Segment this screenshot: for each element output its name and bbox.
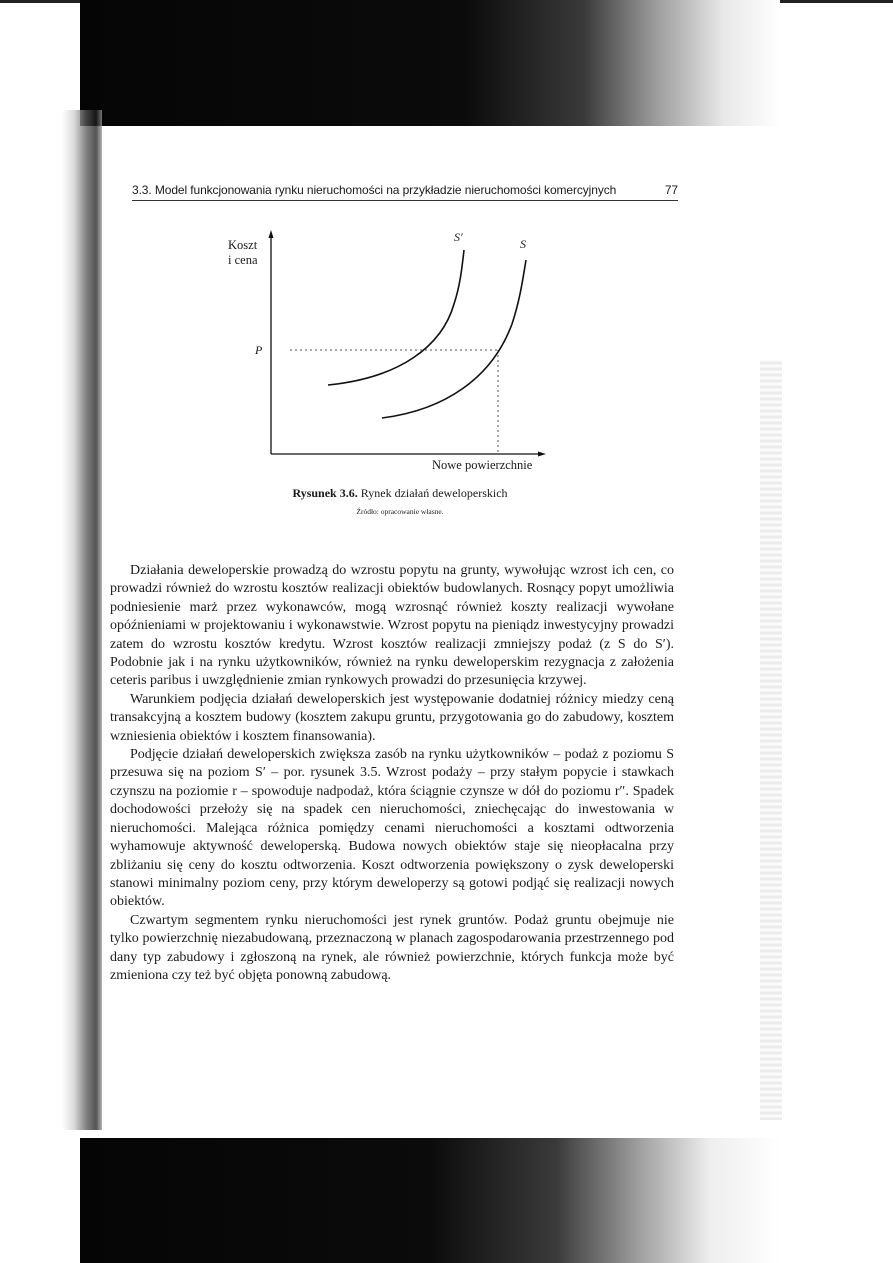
running-head (132, 183, 678, 197)
curve-s-label: S (520, 237, 526, 251)
y-axis-label-line2: i cena (228, 253, 258, 267)
caption-title: Rynek działań deweloperskich (360, 486, 508, 500)
supply-cost-figure (210, 228, 570, 478)
x-axis-arrow (538, 452, 546, 457)
price-label: P (255, 343, 263, 357)
figure-graphic (210, 228, 570, 478)
page-number: 77 (664, 183, 678, 197)
curve-s-prime (328, 250, 464, 385)
y-axis-arrow (269, 230, 274, 238)
header-rule (132, 200, 678, 201)
figure-source: Źródło: opracowanie własne. (356, 507, 444, 516)
curve-s (382, 260, 526, 418)
y-axis-label (228, 238, 258, 268)
x-axis-label: Nowe powierzchnie (432, 458, 533, 472)
paragraph: Warunkiem podjęcia działań deweloperskich jest występowanie dodatniej różnicy miedzy ceną transakcyjną a kosztem budowy (kosztem zakupu gruntu, przygotowania go do zabudowy, kosztem wzniesienia obiektów i kosztem finansowania). (110, 691, 674, 744)
y-axis-label-line1: Koszt (228, 238, 258, 252)
caption-number: Rysunek 3.6. (292, 486, 358, 500)
paragraph: Czwartym segmentem rynku nieruchomości jest rynek gruntów. Podaż gruntu obejmuje nie tylko powierzchnię niezabudowaną, przeznaczoną w planach zagospodarowania przestrzennego pod dany typ zabudowy i zgłoszoną na rynek, ale również powierzchnie, których funkcja może być zmieniona czy też być objęta ponowną zabudową. (110, 912, 674, 983)
running-head-section: 3.3. Model funkcjonowania rynku nieruchomości na przykładzie nieruchomości komercyjnych (132, 183, 617, 197)
scan-shadow-top (80, 0, 780, 126)
scan-shadow-bottom (80, 1138, 780, 1263)
scan-noise-right (760, 360, 782, 1120)
paragraph: Działania deweloperskie prowadzą do wzrostu popytu na grunty, wywołując wzrost ich cen, co prowadzi również do wzrostu kosztów realizacji obiektów budowlanych. Rosnący popyt umożliwia podniesienie marż przez wykonawców, mogą wzrosnąć również koszty realizacji wywołane opóźnieniami w projektowaniu i wykonawstwie. Wzrost popytu na pieniądz inwestycyjny prowadzi zatem do wzrostu kosztów kredytu. Wzrost kosztów realizacji zmniejszy podaż (z S do S′). Podobnie jak i na rynku użytkowników, również na rynku deweloperskim rezygnacja z założenia ceteris paribus i uwzględnienie zmian rynkowych prowadzi do przesunięcia krzywej. (110, 563, 674, 689)
body-text (110, 562, 674, 985)
curve-s-prime-label: S′ (454, 230, 463, 244)
scan-shadow-left (62, 110, 102, 1130)
figure-caption (200, 486, 600, 501)
paragraph: Podjęcie działań deweloperskich zwiększa zasób na rynku użytkowników – podaż z poziomu S przesuwa się na poziom S′ – por. rysunek 3.5. Wzrost podaży – przy stałym popycie i stawkach czynszu na poziomie r – spowoduje nadpodaż, która ściągnie czynsze w dół do poziomu r″. Spadek dochodowości przełoży się na spadek cen nieruchomości, zniechęcając do inwestowania w nieruchomości. Malejąca różnica pomiędzy cenami nieruchomości a kosztami odtworzenia wyhamowuje aktywność deweloperską. Budowa nowych obiektów staje się nieopłacalna przy zbliżaniu się ceny do kosztu odtworzenia. Koszt odtworzenia powiększony o zysk deweloperski stanowi minimalny poziom ceny, przy którym deweloperzy są gotowi podjąć się realizacji nowych obiektów. (110, 747, 674, 910)
